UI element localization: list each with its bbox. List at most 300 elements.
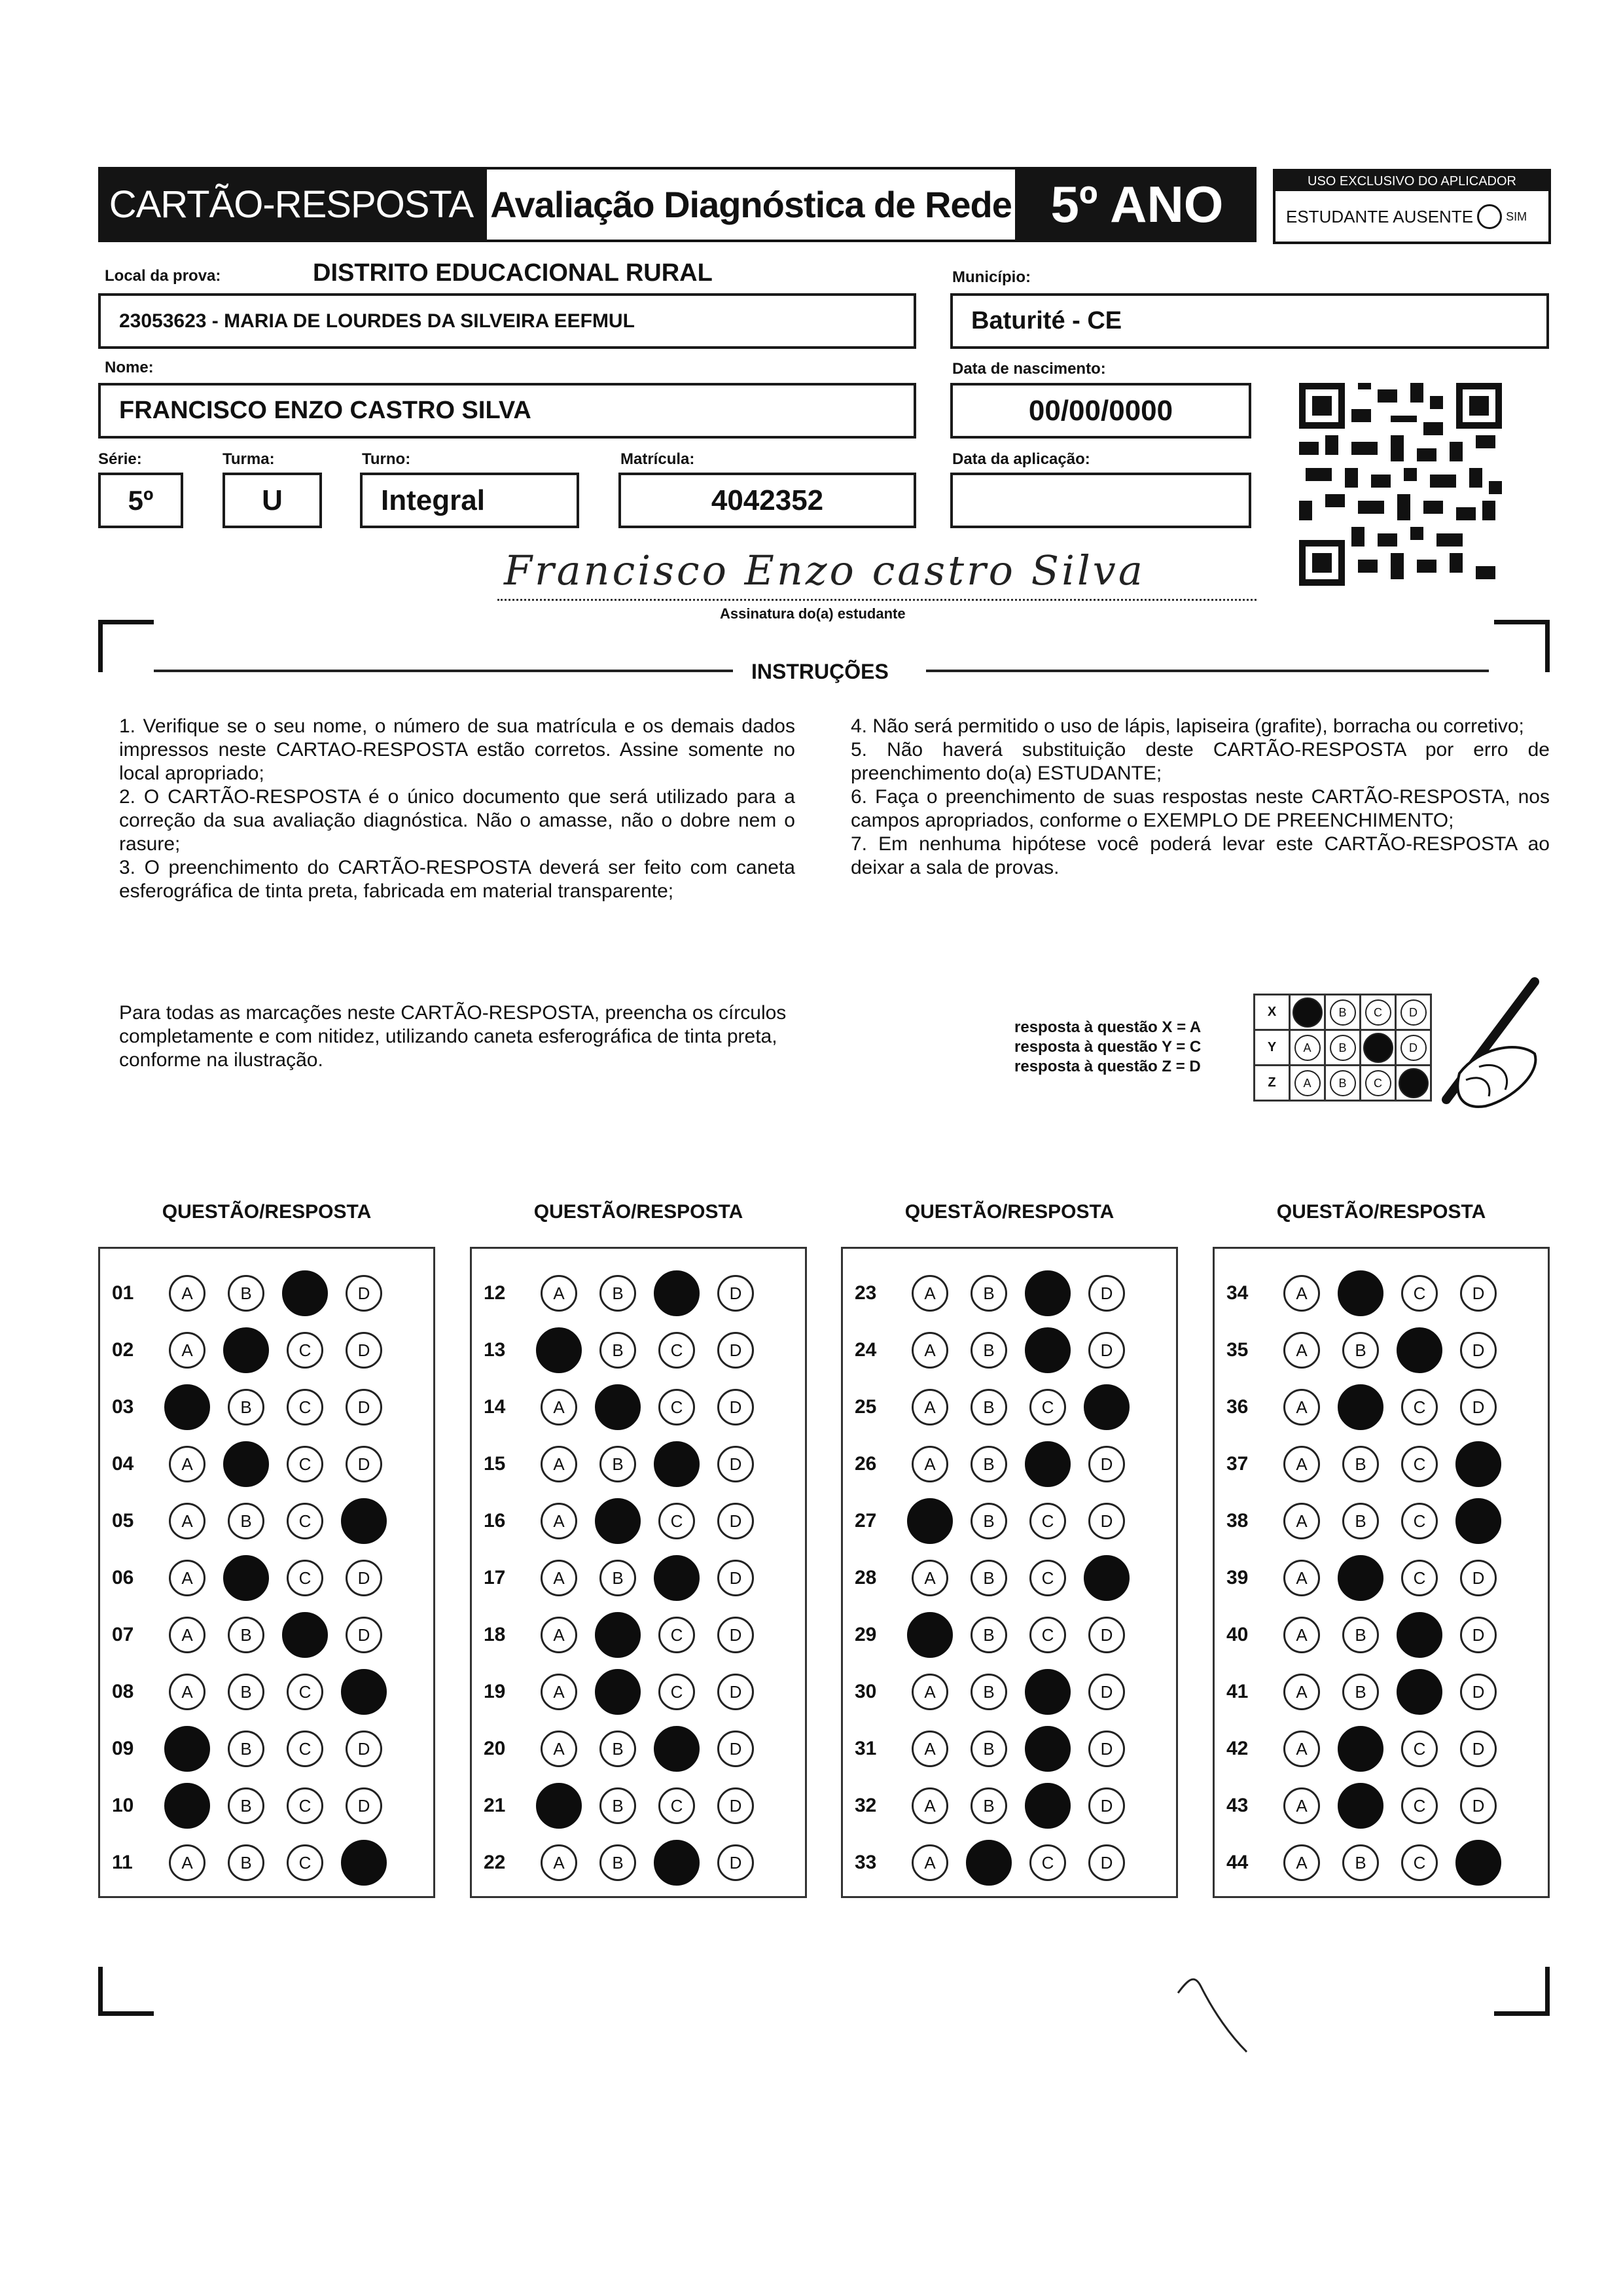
answer-bubble-c[interactable]: C <box>1401 1560 1438 1596</box>
answer-bubble-a[interactable]: A <box>169 1275 205 1312</box>
question-number: 20 <box>484 1738 506 1759</box>
question-number: 33 <box>855 1852 877 1873</box>
answer-bubble-d[interactable]: D <box>1460 1275 1497 1312</box>
answer-bubble-d[interactable]: D <box>346 1332 382 1369</box>
answer-bubble-d[interactable] <box>1455 1441 1501 1487</box>
answer-bubble-c[interactable]: C <box>1401 1787 1438 1824</box>
answer-bubble-a[interactable]: A <box>1283 1275 1320 1312</box>
question-number: 22 <box>484 1852 506 1873</box>
answer-bubble-a[interactable]: A <box>541 1560 577 1596</box>
answer-column-box <box>841 1247 1178 1898</box>
answer-bubble-d[interactable] <box>341 1669 387 1715</box>
answer-bubble-b[interactable]: B <box>228 1674 264 1710</box>
answer-bubble-b[interactable]: B <box>599 1731 636 1767</box>
question-number: 17 <box>484 1567 506 1588</box>
instruction-6: 6. Faça o preenchimento de suas respostas neste CARTÃO-RESPOSTA, nos campos apropriados, conforme o EXEMPLO DE PREENCHIMENTO; <box>851 786 1550 831</box>
answer-bubble-c[interactable]: C <box>1401 1446 1438 1482</box>
answer-bubble-a[interactable] <box>907 1612 953 1658</box>
question-number: 23 <box>855 1282 877 1304</box>
answer-bubble-d[interactable]: D <box>346 1446 382 1482</box>
question-row <box>843 1331 1147 1370</box>
answer-bubble-c[interactable]: C <box>658 1503 695 1539</box>
answer-column-title: QUESTÃO/RESPOSTA <box>904 1201 1115 1223</box>
answer-bubble-d[interactable]: D <box>346 1787 382 1824</box>
answer-bubble-d[interactable] <box>1455 1498 1501 1544</box>
answer-bubble-c[interactable] <box>1025 1669 1071 1715</box>
question-row <box>100 1672 404 1712</box>
nascimento-label: Data de nascimento: <box>952 360 1106 378</box>
answer-bubble-d[interactable]: D <box>1460 1674 1497 1710</box>
answer-bubble-b[interactable]: B <box>599 1446 636 1482</box>
answer-bubble-d[interactable]: D <box>1088 1275 1125 1312</box>
answer-bubble-b[interactable]: B <box>1342 1844 1379 1881</box>
corner-mark-bottom-left <box>98 2011 154 2016</box>
question-row <box>843 1388 1147 1427</box>
answer-bubble-d[interactable]: D <box>717 1787 754 1824</box>
answer-bubble-d[interactable]: D <box>1088 1674 1125 1710</box>
question-row <box>100 1501 404 1541</box>
answer-bubble-c[interactable]: C <box>287 1674 323 1710</box>
answer-bubble-b[interactable]: B <box>599 1332 636 1369</box>
corner-mark-bottom-left-v <box>98 1967 103 2016</box>
example-cell <box>1290 1030 1325 1066</box>
answer-bubble-a[interactable]: A <box>169 1674 205 1710</box>
answer-bubble-b[interactable]: B <box>971 1617 1007 1653</box>
question-row <box>472 1843 776 1882</box>
answer-bubble-c[interactable]: C <box>1401 1844 1438 1881</box>
answer-bubble-a[interactable]: A <box>169 1503 205 1539</box>
answer-bubble-a[interactable]: A <box>541 1446 577 1482</box>
instructions-right <box>851 715 1550 880</box>
answer-bubble-a[interactable]: A <box>169 1332 205 1369</box>
pen-hand-icon <box>1420 975 1544 1119</box>
absent-row <box>1286 204 1527 229</box>
answer-bubble-c[interactable]: C <box>287 1560 323 1596</box>
answer-bubble-d[interactable]: D <box>1088 1332 1125 1369</box>
turno-label: Turno: <box>362 450 411 468</box>
answer-bubble-d[interactable]: D <box>346 1389 382 1426</box>
question-number: 36 <box>1226 1396 1249 1418</box>
answer-bubble-c[interactable] <box>654 1555 700 1601</box>
example-grid <box>1253 994 1432 1102</box>
question-number: 27 <box>855 1510 877 1532</box>
answer-bubble-c[interactable] <box>1397 1612 1442 1658</box>
question-row <box>1215 1274 1519 1313</box>
answer-bubble-a[interactable]: A <box>541 1617 577 1653</box>
question-row <box>472 1274 776 1313</box>
signature-label: Assinatura do(a) estudante <box>720 605 906 622</box>
example-line-y: resposta à questão Y = C <box>1014 1038 1202 1056</box>
municipio-label: Município: <box>952 268 1031 286</box>
answer-bubble-d[interactable]: D <box>346 1275 382 1312</box>
example-bubble: C <box>1365 1070 1391 1096</box>
answer-bubble-a[interactable]: A <box>1283 1503 1320 1539</box>
answer-bubble-a[interactable] <box>164 1726 210 1772</box>
answer-bubble-c[interactable]: C <box>287 1332 323 1369</box>
answer-bubble-a[interactable]: A <box>1283 1787 1320 1824</box>
answer-bubble-a[interactable]: A <box>541 1674 577 1710</box>
instruction-5: 5. Não haverá substituição deste CARTÃO-RESPOSTA por erro de preenchimento do(a) ESTUDANTE; <box>851 739 1550 784</box>
question-row <box>100 1843 404 1882</box>
absent-bubble[interactable] <box>1477 204 1502 229</box>
example-bubble: B <box>1330 1070 1356 1096</box>
instructions-rule-left <box>154 670 733 672</box>
example-row-label: Y <box>1255 1030 1290 1066</box>
question-number: 07 <box>112 1624 134 1645</box>
question-row <box>472 1615 776 1655</box>
answer-bubble-b[interactable] <box>1338 1384 1383 1430</box>
aplicacao-field <box>950 473 1251 528</box>
question-number: 28 <box>855 1567 877 1588</box>
question-row <box>100 1444 404 1484</box>
answer-bubble-d[interactable]: D <box>346 1617 382 1653</box>
answer-bubble-d[interactable]: D <box>717 1503 754 1539</box>
answer-bubble-b[interactable]: B <box>971 1560 1007 1596</box>
answer-bubble-d[interactable] <box>341 1840 387 1886</box>
answer-bubble-b[interactable]: B <box>228 1503 264 1539</box>
answer-bubble-d[interactable]: D <box>717 1389 754 1426</box>
answer-bubble-b[interactable]: B <box>228 1844 264 1881</box>
question-row <box>100 1615 404 1655</box>
instructions-rule-right <box>926 670 1489 672</box>
corner-mark-top-right-v <box>1545 620 1550 672</box>
answer-bubble-b[interactable]: B <box>599 1275 636 1312</box>
answer-bubble-b[interactable]: B <box>228 1389 264 1426</box>
answer-bubble-b[interactable]: B <box>971 1332 1007 1369</box>
corner-mark-bottom-right <box>1494 2011 1550 2016</box>
answer-bubble-b[interactable] <box>595 1384 641 1430</box>
answer-bubble-a[interactable]: A <box>912 1332 948 1369</box>
answer-bubble-c[interactable]: C <box>287 1503 323 1539</box>
answer-bubble-a[interactable]: A <box>1283 1332 1320 1369</box>
answer-bubble-a[interactable]: A <box>912 1787 948 1824</box>
answer-bubble-c[interactable] <box>654 1840 700 1886</box>
answer-bubble-a[interactable]: A <box>1283 1617 1320 1653</box>
answer-bubble-b[interactable]: B <box>1342 1674 1379 1710</box>
answer-bubble-c[interactable] <box>1025 1441 1071 1487</box>
answer-bubble-d[interactable]: D <box>1460 1332 1497 1369</box>
serie-label: Série: <box>98 450 142 468</box>
answer-bubble-d[interactable]: D <box>717 1617 754 1653</box>
question-row <box>1215 1558 1519 1598</box>
question-row <box>1215 1388 1519 1427</box>
answer-bubble-b[interactable] <box>595 1612 641 1658</box>
answer-bubble-c[interactable]: C <box>1029 1617 1066 1653</box>
question-number: 31 <box>855 1738 877 1759</box>
answer-bubble-c[interactable] <box>1397 1669 1442 1715</box>
answer-bubble-a[interactable]: A <box>912 1389 948 1426</box>
absent-label: ESTUDANTE AUSENTE <box>1286 206 1474 226</box>
answer-bubble-a[interactable]: A <box>169 1617 205 1653</box>
example-bubble: A <box>1294 1035 1321 1061</box>
answer-bubble-d[interactable]: D <box>1088 1503 1125 1539</box>
example-cell <box>1361 1030 1396 1066</box>
answer-bubble-b[interactable]: B <box>971 1446 1007 1482</box>
serie-field: 5º <box>98 473 183 528</box>
question-number: 09 <box>112 1738 134 1759</box>
answer-bubble-b[interactable]: B <box>228 1275 264 1312</box>
matricula-label: Matrícula: <box>620 450 695 468</box>
answer-bubble-d[interactable]: D <box>1088 1844 1125 1881</box>
answer-bubble-b[interactable]: B <box>599 1787 636 1824</box>
answer-bubble-d[interactable]: D <box>717 1844 754 1881</box>
answer-column-box <box>1213 1247 1550 1898</box>
answer-bubble-b[interactable] <box>595 1669 641 1715</box>
question-row <box>843 1729 1147 1768</box>
answer-bubble-a[interactable]: A <box>1283 1446 1320 1482</box>
answer-bubble-b[interactable]: B <box>228 1617 264 1653</box>
question-number: 10 <box>112 1795 134 1816</box>
answer-column-title: QUESTÃO/RESPOSTA <box>1276 1201 1486 1223</box>
answer-bubble-a[interactable]: A <box>912 1674 948 1710</box>
instruction-1: 1. Verifique se o seu nome, o número de sua matrícula e os demais dados impressos neste CARTAO-RESPOSTA estão corretos. Assine somente no local apropriado; <box>119 715 795 784</box>
fill-note: Para todas as marcações neste CARTÃO-RESPOSTA, preencha os círculos completamente e com nitidez, utilizando caneta esferográfica de tinta preta, conforme na ilustração. <box>119 1002 787 1071</box>
question-number: 12 <box>484 1282 506 1304</box>
answer-column-title: QUESTÃO/RESPOSTA <box>533 1201 743 1223</box>
answer-bubble-d[interactable]: D <box>717 1674 754 1710</box>
example-cell <box>1361 995 1396 1030</box>
answer-bubble-a[interactable]: A <box>541 1731 577 1767</box>
answer-bubble-b[interactable]: B <box>971 1731 1007 1767</box>
answer-bubble-d[interactable]: D <box>717 1275 754 1312</box>
answer-bubble-c[interactable]: C <box>287 1844 323 1881</box>
answer-bubble-a[interactable]: A <box>541 1844 577 1881</box>
question-row <box>1215 1501 1519 1541</box>
answer-bubble-a[interactable]: A <box>169 1844 205 1881</box>
answer-bubble-d[interactable]: D <box>1088 1731 1125 1767</box>
answer-bubble-c[interactable] <box>1025 1270 1071 1316</box>
question-number: 38 <box>1226 1510 1249 1532</box>
question-row <box>1215 1729 1519 1768</box>
answer-bubble-a[interactable]: A <box>541 1503 577 1539</box>
answer-bubble-d[interactable] <box>1455 1840 1501 1886</box>
answer-bubble-c[interactable]: C <box>287 1731 323 1767</box>
example-legend <box>1014 1018 1201 1077</box>
answer-bubble-c[interactable]: C <box>1401 1389 1438 1426</box>
answer-bubble-c[interactable] <box>654 1441 700 1487</box>
answer-bubble-b[interactable] <box>1338 1270 1383 1316</box>
answer-bubble-a[interactable] <box>164 1783 210 1829</box>
answer-bubble-b[interactable]: B <box>1342 1446 1379 1482</box>
answer-bubble-b[interactable]: B <box>971 1674 1007 1710</box>
answer-bubble-c[interactable] <box>1025 1327 1071 1373</box>
card-title: CARTÃO-RESPOSTA <box>98 167 484 242</box>
answer-bubble-c[interactable]: C <box>1401 1731 1438 1767</box>
qr-code <box>1299 383 1502 586</box>
answer-bubble-a[interactable]: A <box>169 1560 205 1596</box>
answer-bubble-d[interactable]: D <box>717 1446 754 1482</box>
turma-label: Turma: <box>223 450 275 468</box>
question-row <box>1215 1843 1519 1882</box>
answer-bubble-b[interactable]: B <box>1342 1617 1379 1653</box>
answer-bubble-b[interactable]: B <box>228 1787 264 1824</box>
question-row <box>1215 1786 1519 1825</box>
answer-bubble-a[interactable]: A <box>912 1446 948 1482</box>
example-row <box>1255 1030 1431 1066</box>
answer-bubble-b[interactable] <box>1338 1783 1383 1829</box>
question-number: 44 <box>1226 1852 1249 1873</box>
answer-bubble-b[interactable]: B <box>971 1787 1007 1824</box>
answer-bubble-a[interactable]: A <box>541 1389 577 1426</box>
answer-bubble-b[interactable] <box>223 1555 269 1601</box>
nome-field: FRANCISCO ENZO CASTRO SILVA <box>98 383 916 439</box>
question-number: 37 <box>1226 1453 1249 1475</box>
answer-bubble-b[interactable]: B <box>599 1844 636 1881</box>
absent-option: SIM <box>1506 209 1527 223</box>
signature-line <box>497 599 1257 601</box>
exam-title: Avaliação Diagnóstica de Rede <box>484 167 1018 242</box>
question-number: 24 <box>855 1339 877 1361</box>
answer-bubble-a[interactable]: A <box>912 1560 948 1596</box>
answer-bubble-d[interactable]: D <box>346 1560 382 1596</box>
answer-bubble-a[interactable]: A <box>169 1446 205 1482</box>
answer-bubble-d[interactable]: D <box>1460 1617 1497 1653</box>
answer-bubble-a[interactable] <box>536 1327 582 1373</box>
answer-bubble-c[interactable]: C <box>1401 1503 1438 1539</box>
answer-bubble-d[interactable]: D <box>717 1560 754 1596</box>
answer-bubble-b[interactable] <box>223 1441 269 1487</box>
question-row <box>472 1672 776 1712</box>
answer-bubble-c[interactable]: C <box>1029 1844 1066 1881</box>
answer-bubble-c[interactable]: C <box>658 1674 695 1710</box>
instructions-left <box>119 715 795 903</box>
answer-bubble-d[interactable]: D <box>717 1332 754 1369</box>
question-row <box>100 1388 404 1427</box>
answer-bubble-a[interactable]: A <box>1283 1731 1320 1767</box>
answer-bubble-b[interactable]: B <box>971 1275 1007 1312</box>
question-number: 30 <box>855 1681 877 1702</box>
example-row <box>1255 1066 1431 1101</box>
answer-bubble-d[interactable] <box>1084 1555 1130 1601</box>
answer-bubble-a[interactable]: A <box>912 1844 948 1881</box>
applicator-box <box>1273 169 1551 244</box>
question-number: 41 <box>1226 1681 1249 1702</box>
answer-bubble-d[interactable] <box>341 1498 387 1544</box>
question-row <box>1215 1615 1519 1655</box>
question-number: 16 <box>484 1510 506 1532</box>
answer-bubble-d[interactable]: D <box>1088 1617 1125 1653</box>
answer-bubble-d[interactable]: D <box>1460 1389 1497 1426</box>
answer-bubble-b[interactable] <box>223 1327 269 1373</box>
question-number: 26 <box>855 1453 877 1475</box>
answer-bubble-c[interactable]: C <box>287 1446 323 1482</box>
question-row <box>472 1444 776 1484</box>
answer-column-box <box>470 1247 807 1898</box>
answer-bubble-d[interactable]: D <box>346 1731 382 1767</box>
answer-bubble-c[interactable]: C <box>1401 1275 1438 1312</box>
answer-bubble-b[interactable] <box>1338 1555 1383 1601</box>
question-row <box>843 1786 1147 1825</box>
answer-bubble-b[interactable]: B <box>971 1503 1007 1539</box>
answer-bubble-a[interactable] <box>536 1783 582 1829</box>
answer-bubble-c[interactable]: C <box>658 1389 695 1426</box>
answer-bubble-c[interactable] <box>1025 1783 1071 1829</box>
question-number: 05 <box>112 1510 134 1532</box>
answer-bubble-a[interactable] <box>164 1384 210 1430</box>
instruction-4: 4. Não será permitido o uso de lápis, lapiseira (grafite), borracha ou corretivo; <box>851 715 1524 737</box>
question-number: 14 <box>484 1396 506 1418</box>
answer-bubble-c[interactable] <box>1397 1327 1442 1373</box>
answer-bubble-c[interactable]: C <box>1029 1503 1066 1539</box>
answer-bubble-d[interactable] <box>1084 1384 1130 1430</box>
answer-bubble-c[interactable] <box>654 1270 700 1316</box>
answer-bubble-b[interactable] <box>595 1498 641 1544</box>
answer-bubble-d[interactable]: D <box>1460 1731 1497 1767</box>
answer-bubble-c[interactable] <box>1025 1726 1071 1772</box>
answer-bubble-b[interactable] <box>966 1840 1012 1886</box>
example-row-label: X <box>1255 995 1290 1030</box>
answer-bubble-c[interactable]: C <box>287 1787 323 1824</box>
answer-bubble-a[interactable]: A <box>912 1275 948 1312</box>
answer-bubble-a[interactable]: A <box>541 1275 577 1312</box>
example-cell <box>1325 1030 1361 1066</box>
example-bubble: D <box>1400 999 1427 1026</box>
answer-bubble-d[interactable]: D <box>717 1731 754 1767</box>
answer-bubble-c[interactable]: C <box>287 1389 323 1426</box>
question-row <box>1215 1444 1519 1484</box>
question-row <box>472 1501 776 1541</box>
answer-bubble-c[interactable]: C <box>1029 1389 1066 1426</box>
example-bubble <box>1363 1033 1393 1063</box>
instruction-2: 2. O CARTÃO-RESPOSTA é o único documento que será utilizado para a correção da sua avaliação diagnóstica. Não o amasse, não o dobre nem o rasure; <box>119 786 795 855</box>
stray-pen-mark <box>1175 1967 1253 2058</box>
question-row <box>100 1331 404 1370</box>
instruction-3: 3. O preenchimento do CARTÃO-RESPOSTA deverá ser feito com caneta esferográfica de tinta preta, fabricada em material transparente; <box>119 857 795 902</box>
question-row <box>843 1274 1147 1313</box>
answer-bubble-a[interactable]: A <box>1283 1389 1320 1426</box>
answer-bubble-b[interactable] <box>1338 1726 1383 1772</box>
answer-bubble-c[interactable] <box>654 1726 700 1772</box>
example-bubble: B <box>1330 999 1356 1026</box>
question-number: 18 <box>484 1624 506 1645</box>
question-number: 34 <box>1226 1282 1249 1304</box>
answer-bubble-d[interactable]: D <box>1088 1446 1125 1482</box>
answer-bubble-a[interactable]: A <box>1283 1674 1320 1710</box>
signature: Francisco Enzo castro Silva <box>504 547 1145 594</box>
answer-bubble-c[interactable]: C <box>658 1617 695 1653</box>
turno-field: Integral <box>360 473 579 528</box>
municipio-field: Baturité - CE <box>950 293 1549 349</box>
question-row <box>100 1786 404 1825</box>
answer-bubble-b[interactable]: B <box>1342 1332 1379 1369</box>
answer-bubble-a[interactable]: A <box>1283 1844 1320 1881</box>
answer-bubble-d[interactable]: D <box>1088 1787 1125 1824</box>
example-cell <box>1325 995 1361 1030</box>
answer-bubble-a[interactable]: A <box>1283 1560 1320 1596</box>
question-number: 01 <box>112 1282 134 1304</box>
question-number: 40 <box>1226 1624 1249 1645</box>
answer-bubble-c[interactable] <box>282 1270 328 1316</box>
question-number: 02 <box>112 1339 134 1361</box>
question-row <box>1215 1331 1519 1370</box>
aplicacao-label: Data da aplicação: <box>952 450 1090 468</box>
answer-bubble-b[interactable]: B <box>599 1560 636 1596</box>
answer-bubble-c[interactable]: C <box>658 1332 695 1369</box>
answer-bubble-b[interactable]: B <box>971 1389 1007 1426</box>
answer-bubble-c[interactable]: C <box>658 1787 695 1824</box>
answer-bubble-a[interactable]: A <box>912 1731 948 1767</box>
answer-bubble-a[interactable] <box>907 1498 953 1544</box>
answer-bubble-c[interactable] <box>282 1612 328 1658</box>
local-label: Local da prova: <box>105 267 221 285</box>
nome-label: Nome: <box>105 359 154 376</box>
answer-bubble-b[interactable]: B <box>1342 1503 1379 1539</box>
answer-bubble-d[interactable]: D <box>1460 1787 1497 1824</box>
answer-bubble-b[interactable]: B <box>228 1731 264 1767</box>
question-number: 08 <box>112 1681 134 1702</box>
answer-bubble-d[interactable]: D <box>1460 1560 1497 1596</box>
answer-bubble-c[interactable]: C <box>1029 1560 1066 1596</box>
